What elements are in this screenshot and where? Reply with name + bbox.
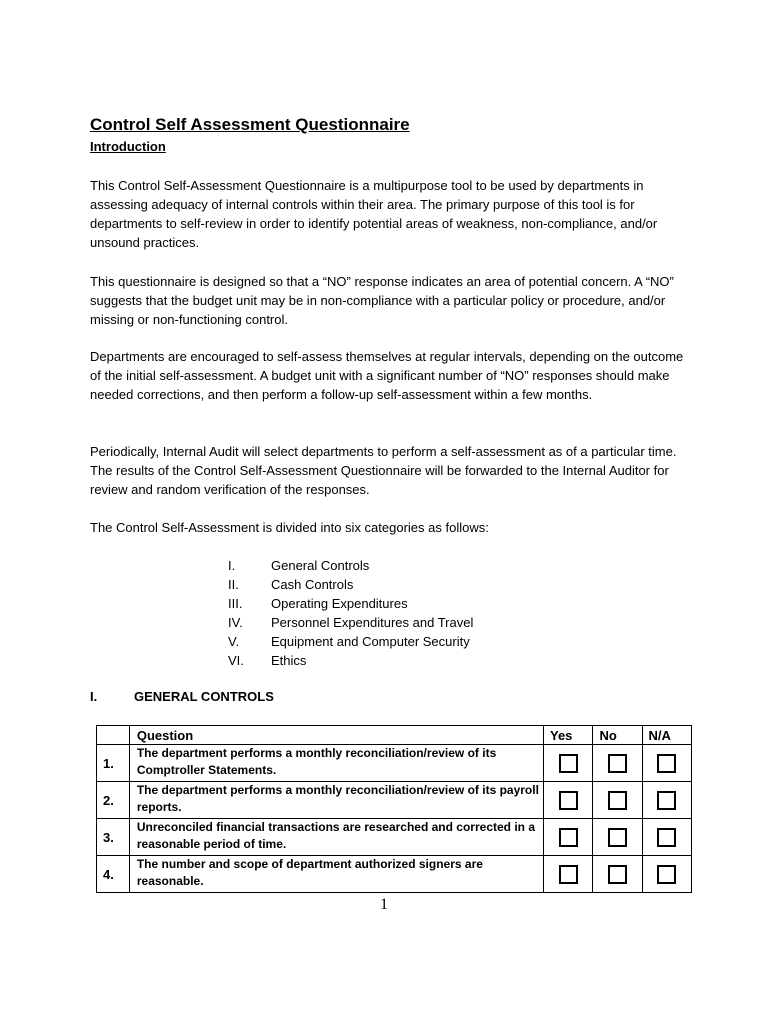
row-number: 3. [97, 819, 130, 856]
page-title: Control Self Assessment Questionnaire [90, 115, 410, 134]
table-row [97, 745, 692, 782]
na-cell [642, 856, 691, 893]
na-checkbox[interactable] [657, 865, 676, 884]
table-header-row [97, 726, 692, 745]
row-number: 2. [97, 782, 130, 819]
no-cell [593, 782, 642, 819]
category-label: Operating Expenditures [271, 596, 408, 611]
category-item [228, 632, 473, 651]
row-question: The number and scope of department authorized signers are reasonable. [129, 856, 543, 893]
category-number: V. [228, 634, 240, 649]
yes-checkbox[interactable] [559, 865, 578, 884]
na-cell [642, 745, 691, 782]
header-yes: Yes [543, 726, 592, 745]
category-item [228, 651, 473, 670]
category-item [228, 556, 473, 575]
section-heading [90, 689, 274, 704]
introduction-heading: Introduction [90, 139, 166, 154]
category-item [228, 575, 473, 594]
row-question: The department performs a monthly reconciliation/review of its Comptroller Statements. [129, 745, 543, 782]
no-cell [593, 856, 642, 893]
na-checkbox[interactable] [657, 791, 676, 810]
no-cell [593, 745, 642, 782]
category-label: General Controls [271, 558, 370, 573]
header-no: No [593, 726, 642, 745]
category-label: Cash Controls [271, 577, 354, 592]
na-checkbox[interactable] [657, 828, 676, 847]
category-number: II. [228, 577, 239, 592]
page-number: 1 [380, 896, 388, 913]
header-number-cell [97, 726, 130, 745]
category-item [228, 594, 473, 613]
category-label: Ethics [271, 653, 307, 668]
questionnaire-table [96, 725, 692, 893]
category-label: Equipment and Computer Security [271, 634, 470, 649]
no-checkbox[interactable] [608, 754, 627, 773]
no-checkbox[interactable] [608, 865, 627, 884]
na-checkbox[interactable] [657, 754, 676, 773]
table-row [97, 856, 692, 893]
no-checkbox[interactable] [608, 791, 627, 810]
header-na: N/A [642, 726, 691, 745]
row-question: Unreconciled financial transactions are researched and corrected in a reasonable period of time. [129, 819, 543, 856]
row-question: The department performs a monthly reconciliation/review of its payroll reports. [129, 782, 543, 819]
na-cell [642, 819, 691, 856]
section-number: I. [90, 689, 98, 704]
header-question: Question [129, 726, 543, 745]
category-label: Personnel Expenditures and Travel [271, 615, 474, 630]
category-number: I. [228, 558, 236, 573]
category-number: III. [228, 596, 243, 611]
category-item [228, 613, 473, 632]
no-cell [593, 819, 642, 856]
yes-cell [543, 819, 592, 856]
table-row [97, 782, 692, 819]
yes-cell [543, 782, 592, 819]
yes-cell [543, 745, 592, 782]
yes-checkbox[interactable] [559, 828, 578, 847]
na-cell [642, 782, 691, 819]
table-row [97, 819, 692, 856]
intro-paragraph-2: This questionnaire is designed so that a “NO” response indicates an area of potential concern. A “NO” suggests that the budget unit may be in non-compliance with a particular policy or procedure, and/or missing or non-functioning control. [90, 274, 674, 327]
row-number: 1. [97, 745, 130, 782]
yes-cell [543, 856, 592, 893]
category-number: IV. [228, 615, 243, 630]
intro-paragraph-4: Periodically, Internal Audit will select departments to perform a self-assessment as of a particular time. The results of the Control Self-Assessment Questionnaire will be forwarded to the Internal Auditor for review and random verification of the responses. [90, 444, 677, 497]
yes-checkbox[interactable] [559, 791, 578, 810]
intro-paragraph-3: Departments are encouraged to self-assess themselves at regular intervals, depending on the outcome of the initial self-assessment. A budget unit with a significant number of “NO” responses should make needed corrections, and then perform a follow-up self-assessment within a few months. [90, 349, 684, 402]
no-checkbox[interactable] [608, 828, 627, 847]
row-number: 4. [97, 856, 130, 893]
intro-paragraph-1: This Control Self-Assessment Questionnaire is a multipurpose tool to be used by departments in assessing adequacy of internal controls within their area. The primary purpose of this tool is for departments to self-review in order to identify potential areas of weakness, non-compliance, and/or unsound practices. [90, 178, 658, 250]
category-number: VI. [228, 653, 244, 668]
yes-checkbox[interactable] [559, 754, 578, 773]
category-list [228, 556, 473, 670]
section-title: GENERAL CONTROLS [134, 689, 274, 704]
intro-paragraph-5: The Control Self-Assessment is divided into six categories as follows: [90, 520, 489, 535]
